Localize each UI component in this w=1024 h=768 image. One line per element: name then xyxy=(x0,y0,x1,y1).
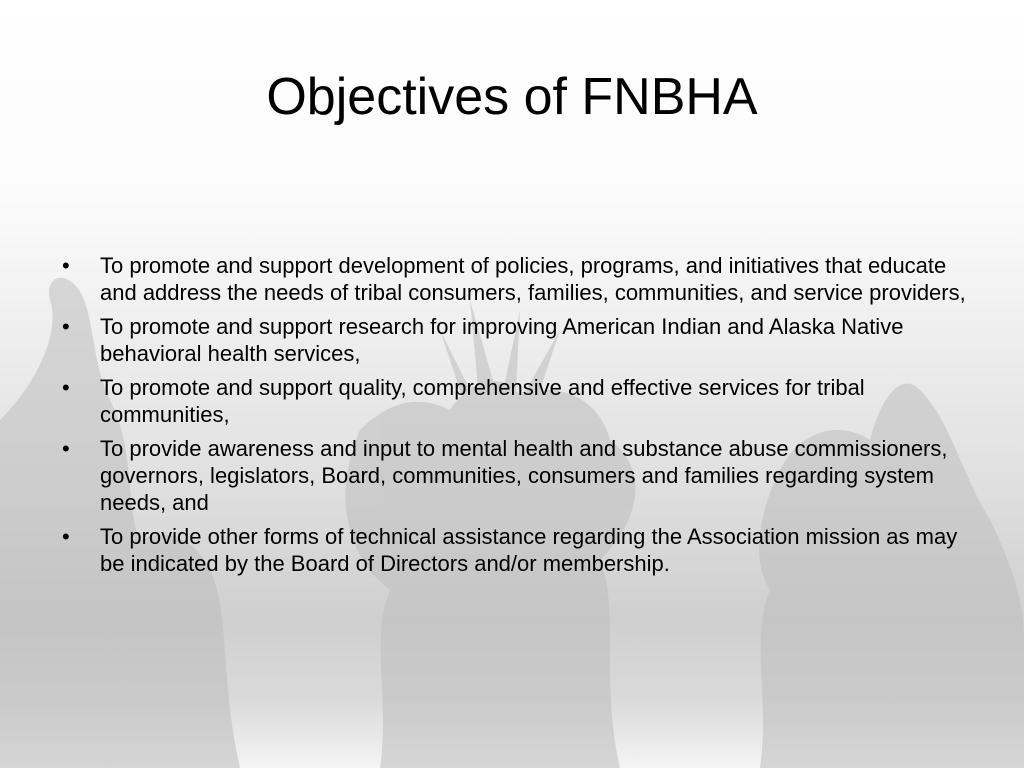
list-item xyxy=(60,252,970,306)
bullet-icon: • xyxy=(62,436,70,461)
objectives-list xyxy=(60,252,970,584)
bullet-icon: • xyxy=(62,524,70,549)
list-item-text: To provide other forms of technical assistance regarding the Association mission as may be indicated by the Board of Directors and/or membership. xyxy=(100,524,958,576)
list-item xyxy=(60,523,970,577)
list-item xyxy=(60,374,970,428)
bullet-icon: • xyxy=(62,375,70,400)
slide-title: Objectives of FNBHA xyxy=(266,68,758,126)
bullet-icon: • xyxy=(62,253,70,278)
list-item xyxy=(60,435,970,516)
list-item-text: To promote and support research for improving American Indian and Alaska Native behavioral health services, xyxy=(100,314,904,366)
list-item-text: To provide awareness and input to mental health and substance abuse commissioners, governors, legislators, Board, communities, consumers and families regarding system needs, and xyxy=(100,436,948,515)
list-item-text: To promote and support quality, comprehensive and effective services for tribal communities, xyxy=(100,375,865,427)
list-item xyxy=(60,313,970,367)
list-item-text: To promote and support development of policies, programs, and initiatives that educate and address the needs of tribal consumers, families, communities, and service providers, xyxy=(100,253,966,305)
bullet-icon: • xyxy=(62,314,70,339)
